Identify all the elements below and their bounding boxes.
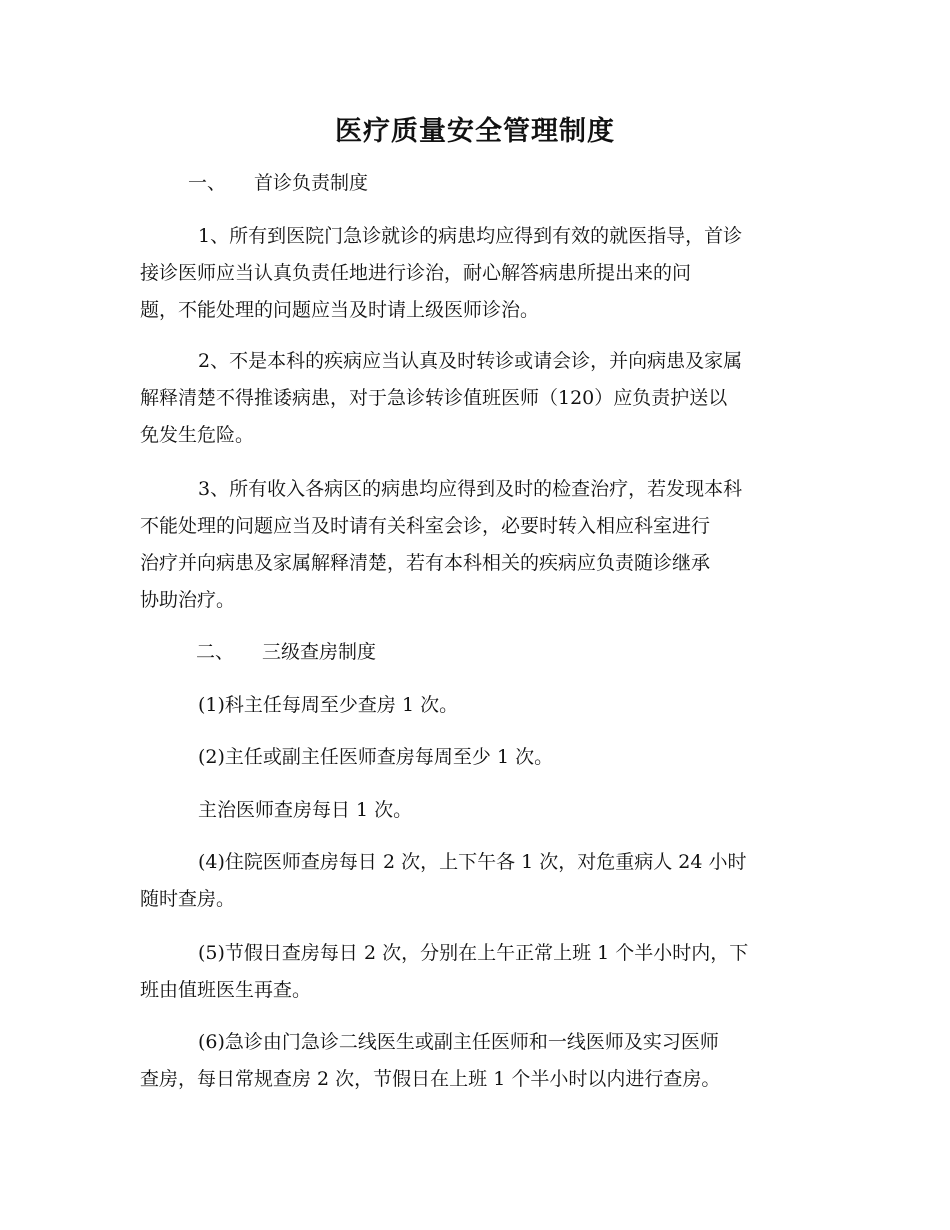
list-item [140,739,812,776]
paragraph-line: (2)主任或副主任医师查房每周至少 1 次。 [198,746,554,768]
paragraph [140,218,812,329]
paragraph-line: 题，不能处理的问题应当及时请上级医师诊治。 [140,299,540,321]
list-item [140,935,812,1009]
paragraph-line: 不能处理的问题应当及时请有关科室会诊，必要时转入相应科室进行 [140,515,711,537]
paragraph-line: (5)节假日查房每日 2 次，分别在上午正常上班 1 个半小时内，下 [198,942,749,964]
section-title: 首诊负责制度 [254,172,369,194]
paragraph-line: 接诊医师应当认真负责任地进行诊治，耐心解答病患所提出来的问 [140,262,692,284]
paragraph-line: 主治医师查房每日 1 次。 [198,799,413,821]
paragraph-line: 3、所有收入各病区的病患均应得到及时的检查治疗，若发现本科 [198,478,743,500]
paragraph-line: 查房，每日常规查房 2 次，节假日在上班 1 个半小时以内进行查房。 [140,1068,721,1090]
section-number: 二、 [196,641,235,663]
paragraph [140,343,812,454]
section-title: 三级查房制度 [262,641,377,663]
paragraph-line: 1、所有到医院门急诊就诊的病患均应得到有效的就医指导，首诊 [198,225,743,247]
paragraph-line: 解释清楚不得推诿病患，对于急诊转诊值班医师（120）应负责护送以 [140,387,728,409]
paragraph-line: 免发生危险。 [140,424,255,446]
paragraph-line: (6)急诊由门急诊二线医生或副主任医师和一线医师及实习医师 [198,1031,719,1053]
list-item [140,1024,812,1098]
paragraph-line: 班由值班医生再查。 [140,979,312,1001]
section-number: 一、 [188,172,227,194]
list-item [140,844,812,918]
paragraph-line: 随时查房。 [140,888,236,910]
paragraph [140,471,812,619]
paragraph-line: (1)科主任每周至少查房 1 次。 [198,694,459,716]
paragraph-line: (4)住院医师查房每日 2 次，上下午各 1 次，对危重病人 24 小时 [198,851,747,873]
document-title: 医疗质量安全管理制度 [335,116,615,147]
paragraph-line: 治疗并向病患及家属解释清楚，若有本科相关的疾病应负责随诊继承 [140,552,711,574]
section-heading-1 [140,165,812,202]
list-item [140,792,812,829]
paragraph-line: 2、不是本科的疾病应当认真及时转诊或请会诊，并向病患及家属 [198,350,743,372]
list-item [140,687,812,724]
section-heading-2 [140,634,812,671]
paragraph-line: 协助治疗。 [140,589,236,611]
